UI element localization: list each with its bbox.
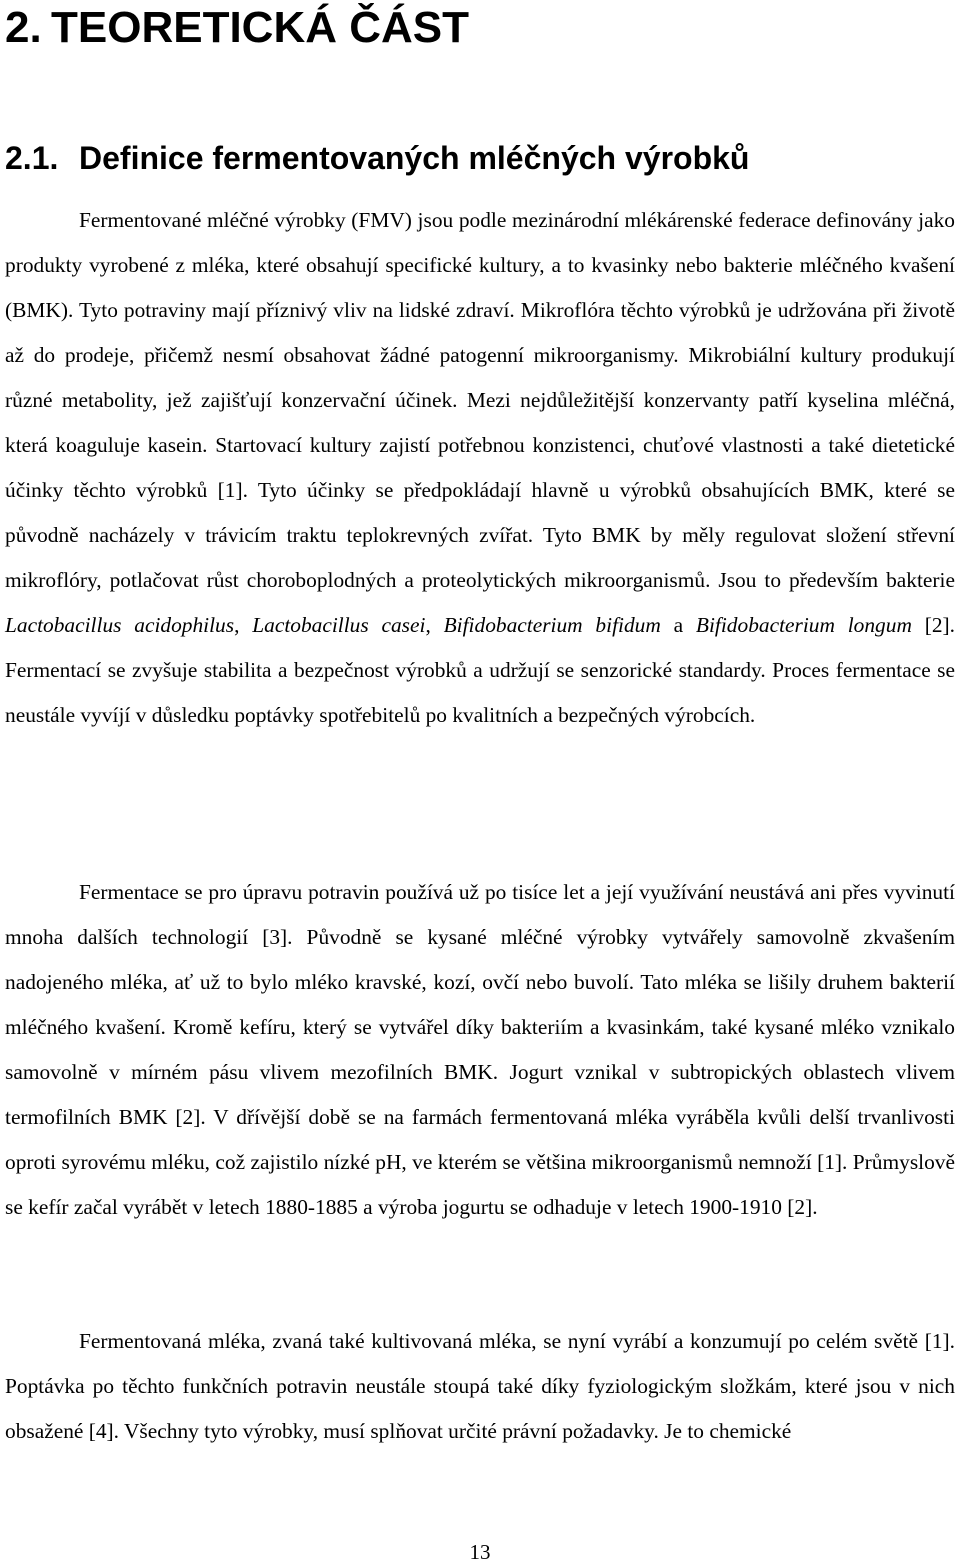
paragraph-2: Fermentace se pro úpravu potravin používá už po tisíce let a její využívání neustává ani přes vyvinutí mnoha dalších technologií [3]. Původně se kysané mléčné výrobky vytvářely samovolně zkvašením nadojeného mléka, ať už to bylo mléko kravské, kozí, ovčí nebo buvolí. Tato mléka se lišily druhem bakterií mléčného kvašení. Kromě kefíru, který se vytvářel díky bakteriím a kvasinkám, také kysané mléko vznikalo samovolně v mírném pásu vlivem mezofilních BMK. Jogurt vznikal v subtropických oblastech vlivem termofilních BMK [2]. V dřívější době se na farmách fermentovaná mléka vyráběla kvůli delší trvanlivosti oproti syrovému mléku, což zajistilo nízké pH, ve kterém se většina mikroorganismů nemnoží [1]. Průmyslově se kefír začal vyrábět v letech 1880-1885 a výroba jogurtu se odhaduje v letech 1900-1910 [2]. [5, 880, 955, 1219]
section-heading [5, 136, 749, 180]
page-number: 13 [469, 1540, 491, 1564]
paragraph-3: Fermentovaná mléka, zvaná také kultivovaná mléka, se nyní vyrábí a konzumují po celém světě [1]. Poptávka po těchto funkčních potravin neustále stoupá také díky fyziologickým složkám, které jsou v nich obsažené [4]. Všechny tyto výrobky, musí splňovat určité právní požadavky. Je to chemické [5, 1329, 955, 1443]
section-number: 2.1. [5, 140, 59, 176]
chapter-heading [5, 0, 469, 56]
paragraph-1: Fermentované mléčné výrobky (FMV) jsou podle mezinárodní mlékárenské federace definovány jako produkty vyrobené z mléka, které obsahují specifické kultury, a to kvasinky nebo bakterie mléčného kvašení (BMK). Tyto potraviny mají příznivý vliv na lidské zdraví. Mikroflóra těchto výrobků je udržována při životě až do prodeje, přičemž nesmí obsahovat žádné patogenní mikroorganismy. Mikrobiální kultury produkují různé metabolity, jež zajišťují konzervační účinek. Mezi nejdůležitější konzervanty patří kyselina mléčná, která koaguluje kasein. Startovací kultury zajistí potřebnou konzistenci, chuťové vlastnosti a také dietetické účinky těchto výrobků [1]. Tyto účinky se předpokládají hlavně u výrobků obsahujících BMK, které se původně nacházely v trávicím traktu teplokrevných zvířat. Tyto BMK by měly regulovat složení střevní mikroflóry, potlačovat růst choroboplodných a proteolytických mikroorganismů. Jsou to především bakterie Lactobacillus acidophilus, Lactobacillus casei, Bifidobacterium bifidum a Bifidobacterium longum [2]. Fermentací se zvyšuje stabilita a bezpečnost výrobků a udržují se senzorické standardy. Proces fermentace se neustále vyvíjí v důsledku poptávky spotřebitelů po kvalitních a bezpečných výrobcích. [5, 208, 955, 727]
chapter-title: TEORETICKÁ ČÁST [51, 3, 469, 52]
section-title: Definice fermentovaných mléčných výrobků [79, 140, 750, 176]
chapter-number: 2. [5, 3, 42, 52]
